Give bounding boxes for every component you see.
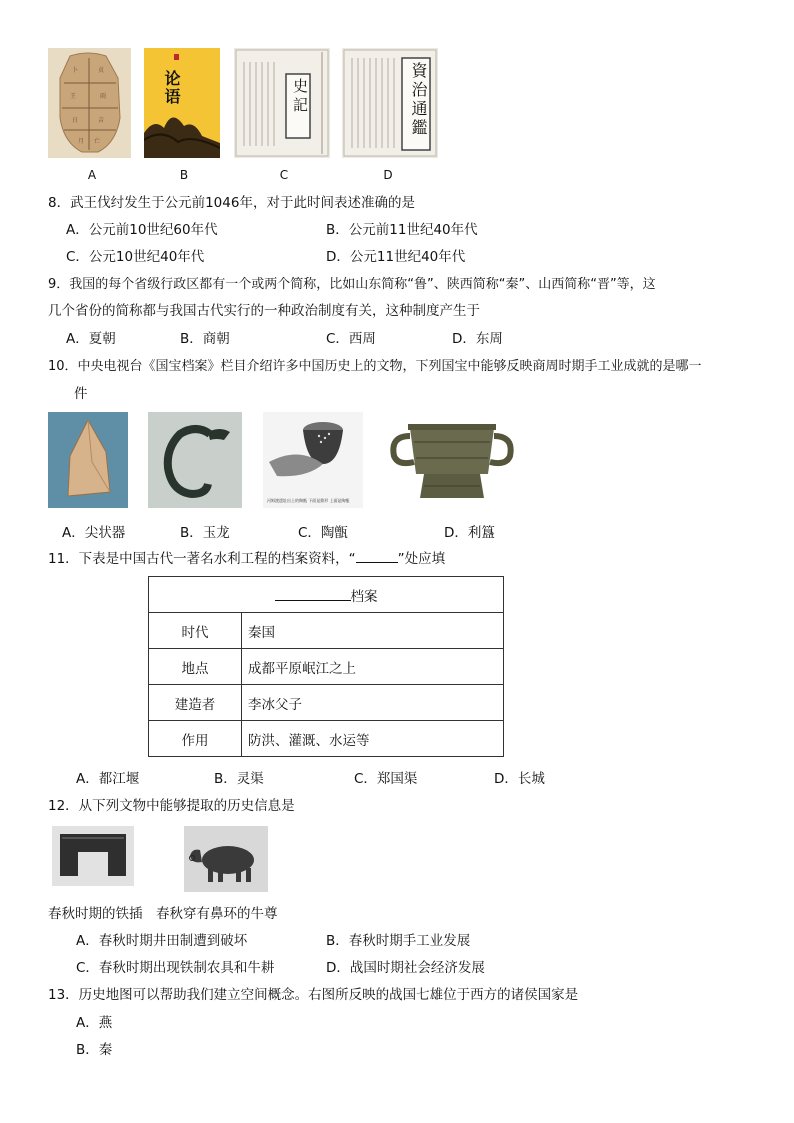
q13-option-a[interactable]: A．燕 <box>76 1015 113 1031</box>
q10-option-c[interactable]: C．陶甑 <box>298 525 348 541</box>
q11-stem <box>48 550 445 568</box>
svg-text:卜: 卜 <box>72 67 79 74</box>
table-value: 成都平原岷江之上 <box>242 649 504 685</box>
q12-stem: 12．从下列文物中能够提取的历史信息是 <box>48 798 295 814</box>
svg-text:吉: 吉 <box>98 117 105 124</box>
q8-option-c[interactable]: C．公元10世纪40年代 <box>66 249 205 265</box>
pointed-tool-image <box>48 412 128 508</box>
table-key: 时代 <box>149 613 242 649</box>
table-row <box>149 649 504 685</box>
analects-book-image <box>144 48 220 158</box>
q10-stem-line2: 件 <box>74 386 88 402</box>
iron-spade-image <box>52 826 134 886</box>
q8-option-b[interactable]: B．公元前11世纪40年代 <box>326 222 478 238</box>
pottery-steamer-caption: 河姆渡遗址出土的陶甑 下面是鼎形 上面是陶甑 <box>267 498 350 503</box>
q9-stem-line2: 几个省份的简称都与我国古代实行的一种政治制度有关，这种制度产生于 <box>48 303 480 319</box>
q8-stem: 8．武王伐纣发生于公元前1046年，对于此时间表述准确的是 <box>48 195 415 211</box>
table-title-blank <box>275 600 351 601</box>
records-book-image <box>234 48 330 158</box>
svg-text:月: 月 <box>78 138 85 145</box>
q9-option-c[interactable]: C．西周 <box>326 331 376 347</box>
q11-stem-suffix: ”处应填 <box>397 551 446 567</box>
q9-option-b[interactable]: B．商朝 <box>180 331 230 347</box>
oracle-bone-image <box>48 48 131 158</box>
q11-answer-blank <box>356 562 398 563</box>
q7-label-b: B <box>179 168 189 182</box>
q7-label-d: D <box>383 168 393 182</box>
records-title: 史記 <box>291 78 309 116</box>
table-value: 防洪、灌溉、水运等 <box>242 721 504 757</box>
analects-title: 论语 <box>162 70 181 106</box>
q9-stem-line1: 9．我国的每个省级行政区都有一个或两个简称，比如山东简称“鲁”、陕西简称“秦”、山西简称“晋”等，这 <box>48 277 656 292</box>
table-title: 档案 <box>350 588 378 605</box>
table-key: 地点 <box>149 649 242 685</box>
q13-option-b[interactable]: B．秦 <box>76 1042 113 1058</box>
q7-label-c: C <box>279 168 289 182</box>
zizhi-tongjian-book-image <box>342 48 438 158</box>
q11-option-c[interactable]: C．郑国渠 <box>354 771 418 787</box>
water-project-archive-table <box>148 576 504 757</box>
table-key: 作用 <box>149 721 242 757</box>
svg-text:日: 日 <box>72 117 79 124</box>
q12-option-c[interactable]: C．春秋时期出现铁制农具和牛耕 <box>76 960 275 976</box>
q10-option-b[interactable]: B．玉龙 <box>180 525 230 541</box>
q10-option-a[interactable]: A．尖状器 <box>62 525 126 541</box>
table-value: 李冰父子 <box>242 685 504 721</box>
pottery-steamer-image <box>263 412 363 508</box>
q11-option-d[interactable]: D．长城 <box>494 771 545 787</box>
q12-image-captions: 春秋时期的铁插 春秋穿有鼻环的牛尊 <box>48 906 278 922</box>
jade-dragon-image <box>148 412 242 508</box>
q11-option-a[interactable]: A．都江堰 <box>76 771 140 787</box>
q12-option-a[interactable]: A．春秋时期井田制遭到破坏 <box>76 933 248 949</box>
q10-option-d[interactable]: D．利簋 <box>444 525 495 541</box>
q13-stem: 13．历史地图可以帮助我们建立空间概念。右图所反映的战国七雄位于西方的诸侯国家是 <box>48 987 579 1003</box>
svg-text:贞: 贞 <box>98 67 105 74</box>
table-header-row <box>149 577 504 613</box>
q10-stem-line1: 10．中央电视台《国宝档案》栏目介绍许多中国历史上的文物，下列国宝中能够反映商周时期手工业成就的是哪一 <box>48 359 702 374</box>
svg-text:亡: 亡 <box>94 138 101 145</box>
svg-text:王: 王 <box>70 93 77 100</box>
table-row <box>149 721 504 757</box>
q12-option-b[interactable]: B．春秋时期手工业发展 <box>326 933 471 949</box>
q11-option-b[interactable]: B．灵渠 <box>214 771 264 787</box>
table-row <box>149 685 504 721</box>
ox-zun-image <box>184 826 268 892</box>
q8-option-a[interactable]: A．公元前10世纪60年代 <box>66 222 218 238</box>
q8-option-d[interactable]: D．公元11世纪40年代 <box>326 249 466 265</box>
q7-label-a: A <box>87 168 97 182</box>
q9-option-d[interactable]: D．东周 <box>452 331 503 347</box>
q9-option-a[interactable]: A．夏朝 <box>66 331 116 347</box>
q11-stem-prefix: 11．下表是中国古代一著名水利工程的档案资料，“ <box>48 551 356 567</box>
svg-text:雨: 雨 <box>100 93 107 100</box>
table-row <box>149 613 504 649</box>
table-key: 建造者 <box>149 685 242 721</box>
q12-option-d[interactable]: D．战国时期社会经济发展 <box>326 960 485 976</box>
zizhi-tongjian-title: 資治通鑑 <box>409 62 428 138</box>
li-gui-image <box>384 412 520 508</box>
table-value: 秦国 <box>242 613 504 649</box>
